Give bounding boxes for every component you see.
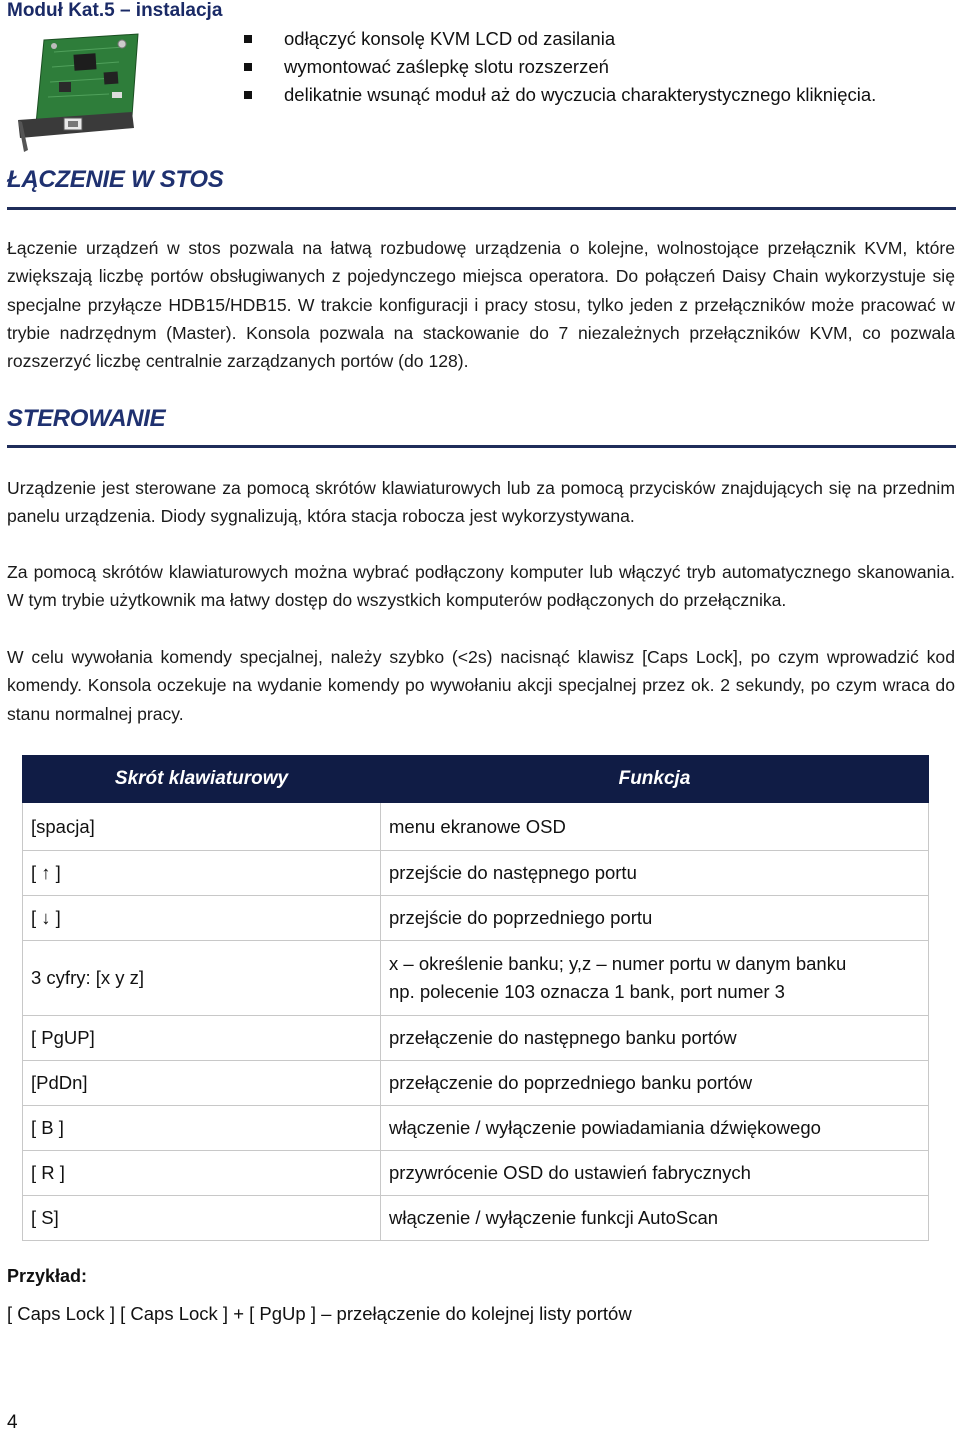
stacking-paragraph-2: Do połączeń Daisy Chain wykorzystuje się specjalne przyłącze HDB15/HDB15. W trakcie konfiguracji i pracy stosu, tylko jeden z przełączników może pracować w trybie nadrzędnym (Master). Konsola pozwala na stackowanie do 7 niezależnych przełączników KVM, co pozwala rozszerzyć liczbę centralnie zarządzanych portów (do 128). xyxy=(7,266,956,372)
list-item: odłączyć konsolę KVM LCD od zasilania xyxy=(244,25,954,53)
shortcut-key: [spacja] xyxy=(23,803,381,851)
table-row xyxy=(23,803,929,851)
shortcut-key: 3 cyfry: [x y z] xyxy=(23,941,381,1016)
table-row xyxy=(23,896,929,941)
stacking-paragraph xyxy=(7,234,955,375)
example-text: [ Caps Lock ] [ Caps Lock ] + [ PgUp ] – przełączenie do kolejnej listy portów xyxy=(7,1303,632,1324)
column-header-function: Funkcja xyxy=(381,756,929,803)
control-paragraph-3: W celu wywołania komendy specjalnej, należy szybko (<2s) nacisnąć klawisz [Caps Lock], po czym wprowadzić kod komendy. Konsola oczekuje na wydanie komendy po wywołaniu akcji specjalnej przez ok. 2 sekundy, po czym wraca do stanu normalnej pracy. xyxy=(7,647,955,724)
shortcut-table xyxy=(22,755,929,1241)
list-item: delikatnie wsunąć moduł aż do wyczucia charakterystycznego kliknięcia. xyxy=(244,81,954,109)
control-paragraph-1: Urządzenie jest sterowane za pomocą skrótów klawiaturowych lub za pomocą przycisków znajdujących się na przednim panelu urządzenia. Diody sygnalizują, która stacja robocza jest wykorzystywana. xyxy=(7,478,955,527)
pcb-module-icon xyxy=(14,32,142,154)
shortcut-function: przejście do poprzedniego portu xyxy=(381,896,929,941)
shortcut-function xyxy=(381,941,929,1016)
installation-steps-list xyxy=(244,25,954,109)
shortcut-key: [PdDn] xyxy=(23,1061,381,1106)
table-row xyxy=(23,851,929,896)
shortcut-function: przejście do następnego portu xyxy=(381,851,929,896)
table-row xyxy=(23,1106,929,1151)
shortcut-function: przywrócenie OSD do ustawień fabrycznych xyxy=(381,1151,929,1196)
table-row xyxy=(23,1151,929,1196)
shortcut-function: przełączenie do poprzedniego banku portów xyxy=(381,1061,929,1106)
shortcut-function: włączenie / wyłączenie powiadamiania dźwiękowego xyxy=(381,1106,929,1151)
shortcut-function: menu ekranowe OSD xyxy=(381,803,929,851)
module-title: Moduł Kat.5 – instalacja xyxy=(7,0,223,21)
shortcut-key: [ PgUP] xyxy=(23,1016,381,1061)
page-number: 4 xyxy=(7,1412,18,1433)
shortcut-key: [ ↑ ] xyxy=(23,851,381,896)
stacking-paragraph-1: Łączenie urządzeń w stos pozwala na łatwą rozbudowę urządzenia o kolejne, wolnostojące przełącznik KVM, które zwiększają liczbę portów obsługiwanych z pojedynczego miejsca operatora. xyxy=(7,238,955,287)
table-row xyxy=(23,941,929,1016)
control-paragraph-2: Za pomocą skrótów klawiaturowych można wybrać podłączony komputer lub włączyć tryb automatycznego skanowania. W tym trybie użytkownik ma łatwy dostęp do wszystkich komputerów podłączonych do przełącznika. xyxy=(7,562,955,611)
kvm-module-card-image xyxy=(14,32,142,154)
table-row xyxy=(23,1061,929,1106)
section-title-stacking: ŁĄCZENIE W STOS xyxy=(7,166,224,193)
shortcut-function: włączenie / wyłączenie funkcji AutoScan xyxy=(381,1196,929,1241)
shortcut-function-line-2: np. polecenie 103 oznacza 1 bank, port numer 3 xyxy=(389,981,785,1002)
table-row xyxy=(23,1196,929,1241)
table-row xyxy=(23,1016,929,1061)
shortcut-key: [ S] xyxy=(23,1196,381,1241)
shortcut-key: [ B ] xyxy=(23,1106,381,1151)
section-title-control: STEROWANIE xyxy=(7,405,166,432)
shortcut-key: [ ↓ ] xyxy=(23,896,381,941)
list-item: wymontować zaślepkę slotu rozszerzeń xyxy=(244,53,954,81)
column-header-shortcut: Skrót klawiaturowy xyxy=(23,756,381,803)
table-header-row xyxy=(23,756,929,803)
section-divider xyxy=(7,445,956,448)
shortcut-key: [ R ] xyxy=(23,1151,381,1196)
shortcut-function-line-1: x – określenie banku; y,z – numer portu w danym banku xyxy=(389,953,847,974)
section-divider xyxy=(7,207,956,210)
shortcut-function: przełączenie do następnego banku portów xyxy=(381,1016,929,1061)
example-label: Przykład: xyxy=(7,1266,88,1286)
